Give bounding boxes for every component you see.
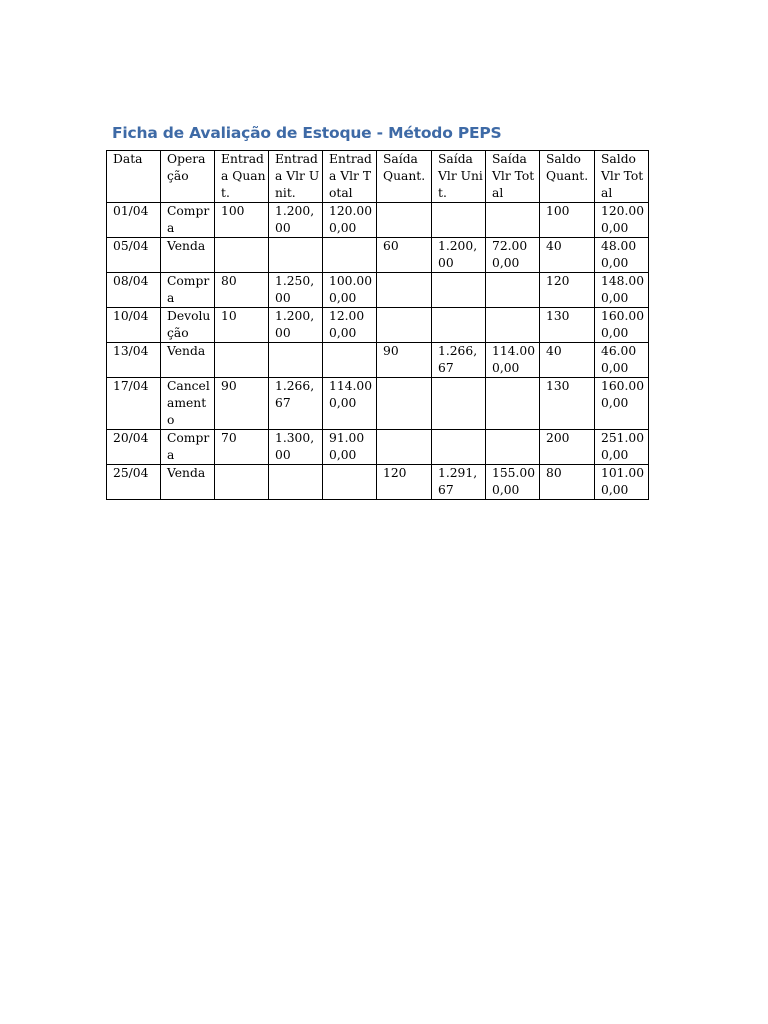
table-cell [377,378,432,430]
table-cell: Compra [161,430,215,465]
header-entrada-vlr-unit: Entrada Vlr Unit. [269,151,323,203]
table-cell: 251.000,00 [595,430,649,465]
header-saida-quant: Saída Quant. [377,151,432,203]
table-cell [269,465,323,500]
table-cell [377,203,432,238]
table-cell: 72.000,00 [486,238,540,273]
table-cell: 130 [540,308,595,343]
table-row [107,343,649,378]
header-saldo-vlr-total: Saldo Vlr Total [595,151,649,203]
table-cell: 130 [540,378,595,430]
table-cell [215,343,269,378]
table-row [107,238,649,273]
table-cell: 155.000,00 [486,465,540,500]
table-cell [269,238,323,273]
table-cell [486,430,540,465]
table-cell: 120.000,00 [323,203,377,238]
table-cell [215,465,269,500]
header-saida-vlr-unit: Saída Vlr Unit. [432,151,486,203]
header-operacao: Operação [161,151,215,203]
table-cell: 100.000,00 [323,273,377,308]
table-cell: 100 [215,203,269,238]
table-cell [323,465,377,500]
table-cell [323,343,377,378]
table-cell [432,430,486,465]
table-cell: 70 [215,430,269,465]
table-row [107,378,649,430]
table-cell [377,430,432,465]
table-cell: 20/04 [107,430,161,465]
table-cell: 1.300,00 [269,430,323,465]
header-saldo-quant: Saldo Quant. [540,151,595,203]
table-cell: 1.250,00 [269,273,323,308]
table-cell: 01/04 [107,203,161,238]
table-cell: 80 [215,273,269,308]
table-cell: 40 [540,343,595,378]
table-cell [486,308,540,343]
table-cell: 148.000,00 [595,273,649,308]
table-cell: Devolução [161,308,215,343]
table-cell [486,378,540,430]
document-title: Ficha de Avaliação de Estoque - Método PEPS [112,124,502,142]
table-cell [215,238,269,273]
table-row [107,465,649,500]
table-cell [432,308,486,343]
table-row [107,308,649,343]
table-cell: 90 [377,343,432,378]
table-cell: 1.200,00 [269,308,323,343]
table-cell: 160.000,00 [595,378,649,430]
table-cell: 13/04 [107,343,161,378]
table-cell [377,273,432,308]
table-cell: Compra [161,273,215,308]
table-cell [377,308,432,343]
table-cell: 1.266,67 [269,378,323,430]
table-cell: 05/04 [107,238,161,273]
table-cell: 114.000,00 [323,378,377,430]
table-cell: 90 [215,378,269,430]
table-cell: 200 [540,430,595,465]
table-cell [486,203,540,238]
table-cell: 10/04 [107,308,161,343]
table-cell: 25/04 [107,465,161,500]
table-cell: Cancelamento [161,378,215,430]
table-cell: 40 [540,238,595,273]
table-cell: 120.000,00 [595,203,649,238]
table-cell [269,343,323,378]
table-cell: Venda [161,343,215,378]
table-cell: 1.200,00 [269,203,323,238]
table-cell: 1.200,00 [432,238,486,273]
header-saida-vlr-total: Saída Vlr Total [486,151,540,203]
table-cell: 08/04 [107,273,161,308]
table-cell [432,203,486,238]
table-cell: 114.000,00 [486,343,540,378]
header-entrada-vlr-total: Entrada Vlr Total [323,151,377,203]
table-cell: 160.000,00 [595,308,649,343]
table-row [107,273,649,308]
table-cell: 60 [377,238,432,273]
table-cell: 100 [540,203,595,238]
table-cell [323,238,377,273]
table-cell [486,273,540,308]
table-cell: Compra [161,203,215,238]
stock-valuation-table [106,150,649,500]
header-entrada-quant: Entrada Quant. [215,151,269,203]
table-cell: 17/04 [107,378,161,430]
table-cell: 91.000,00 [323,430,377,465]
table-cell: 12.000,00 [323,308,377,343]
table-cell: 48.000,00 [595,238,649,273]
table-cell: Venda [161,238,215,273]
header-data: Data [107,151,161,203]
table-cell: 120 [540,273,595,308]
table-cell: 1.266,67 [432,343,486,378]
table-cell: 1.291,67 [432,465,486,500]
table-cell [432,273,486,308]
table-row [107,430,649,465]
table-cell: 120 [377,465,432,500]
table-cell: Venda [161,465,215,500]
table-cell: 10 [215,308,269,343]
table-cell [432,378,486,430]
table-cell: 46.000,00 [595,343,649,378]
table-cell: 101.000,00 [595,465,649,500]
table-header-row [107,151,649,203]
table-row [107,203,649,238]
table-cell: 80 [540,465,595,500]
